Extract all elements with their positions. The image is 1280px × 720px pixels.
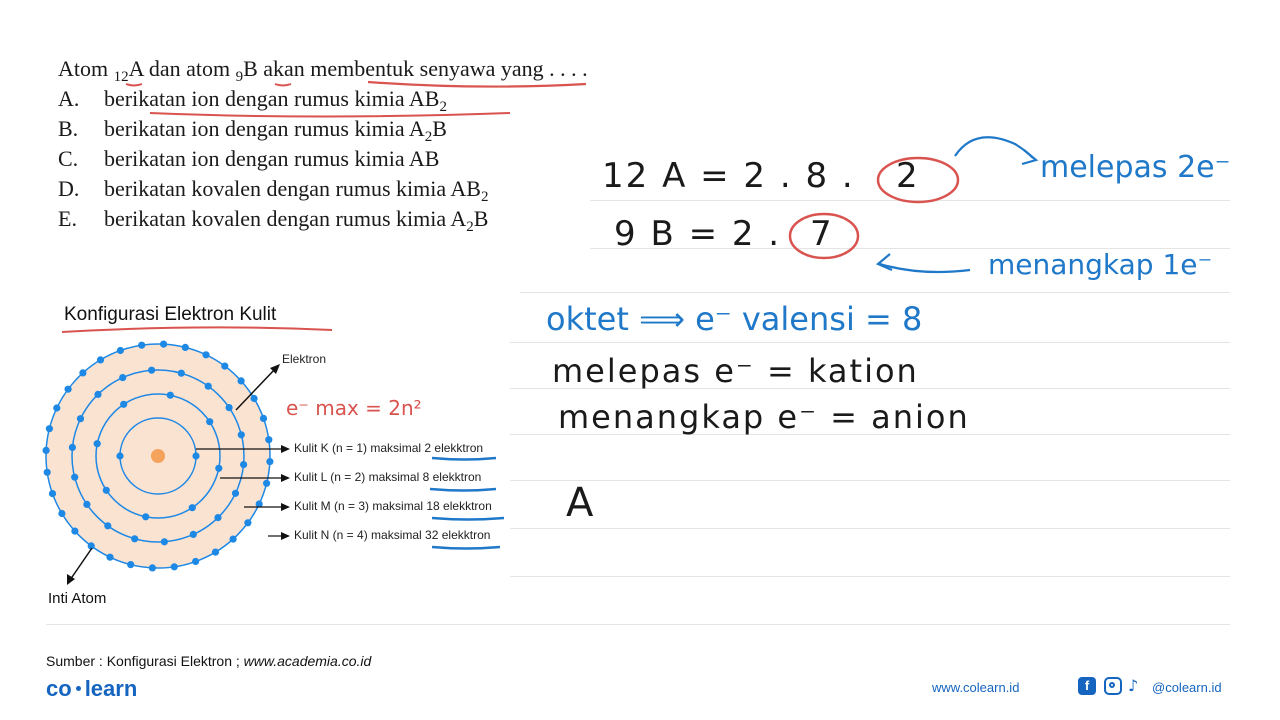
shell-text: Kulit K (n = 1) maksimal	[294, 441, 422, 455]
option-letter: E.	[58, 206, 77, 231]
brand-dot-icon	[76, 686, 81, 691]
option-text: berikatan kovalen dengan rumus kimia A	[104, 206, 467, 231]
shell-text: Kulit N (n = 4) maksimal	[294, 528, 422, 542]
option-sub: 2	[466, 219, 474, 235]
shell-max: 2 elekktron	[424, 441, 484, 455]
note-answer: A	[566, 480, 596, 526]
website-link[interactable]: www.colearn.id	[932, 680, 1020, 695]
formula-note: e⁻ max = 2n²	[286, 396, 422, 420]
shell-max: 32 elekktron	[425, 528, 491, 542]
note-menangkap-anion: menangkap e⁻ = anion	[558, 398, 970, 436]
diagram-title: Konfigurasi Elektron Kulit	[64, 304, 277, 325]
atom-a-number: 12	[113, 69, 129, 85]
instagram-icon[interactable]	[1104, 677, 1122, 695]
tiktok-icon[interactable]: ♪	[1128, 676, 1139, 695]
config-b-valence: 7	[810, 214, 834, 254]
shell-max: 8 elekktron	[422, 470, 482, 484]
atom-b-number: 9	[235, 69, 244, 85]
brand-co: co	[46, 676, 72, 701]
option-letter: D.	[58, 176, 80, 201]
config-b: 9 B = 2 .	[614, 214, 782, 254]
atom-b-symbol: B	[243, 56, 258, 81]
config-a-valence: 2	[896, 156, 920, 196]
note-melepas-kation: melepas e⁻ = kation	[552, 352, 919, 390]
option-text: berikatan ion dengan rumus kimia AB	[104, 146, 440, 171]
option-after: B	[432, 116, 447, 141]
shell-text: Kulit L (n = 2) maksimal	[294, 470, 420, 484]
shell-text: Kulit M (n = 3) maksimal	[294, 499, 424, 513]
source-citation	[46, 653, 371, 669]
source-label: Sumber :	[46, 653, 103, 669]
option-text: berikatan ion dengan rumus kimia A	[104, 116, 425, 141]
nucleus-label: Inti Atom	[48, 590, 107, 607]
option-letter: C.	[58, 146, 79, 171]
option-text: berikatan ion dengan rumus kimia AB	[104, 86, 440, 111]
option-sub: 2	[480, 189, 489, 205]
social-handle[interactable]: @colearn.id	[1152, 680, 1222, 695]
facebook-icon[interactable]: f	[1078, 677, 1096, 695]
note-melepas-2e: melepas 2e⁻	[1040, 150, 1231, 185]
question-prefix: Atom	[58, 56, 109, 81]
electron-label: Elektron	[282, 352, 327, 366]
note-oktet: oktet ⟹ e⁻ valensi = 8	[546, 300, 923, 338]
option-text: berikatan kovalen dengan rumus kimia AB	[104, 176, 481, 201]
option-after: B	[473, 206, 489, 231]
brand-learn: learn	[84, 676, 138, 701]
shell-max: 18 elekktron	[426, 499, 492, 513]
config-a: 12 A = 2 . 8 .	[602, 156, 855, 196]
atom-a-symbol: A	[128, 56, 144, 81]
question-suffix: akan membentuk senyawa yang . . . .	[263, 56, 588, 81]
option-sub: 2	[424, 129, 433, 145]
colearn-logo[interactable]	[46, 676, 137, 702]
source-url[interactable]: www.academia.co.id	[243, 653, 372, 669]
question-middle: dan atom	[148, 56, 231, 81]
note-menangkap-1e: menangkap 1e⁻	[988, 248, 1213, 281]
option-letter: A.	[58, 86, 80, 111]
option-sub: 2	[439, 99, 447, 115]
option-letter: B.	[58, 116, 79, 141]
source-text: Konfigurasi Elektron ;	[106, 653, 240, 669]
